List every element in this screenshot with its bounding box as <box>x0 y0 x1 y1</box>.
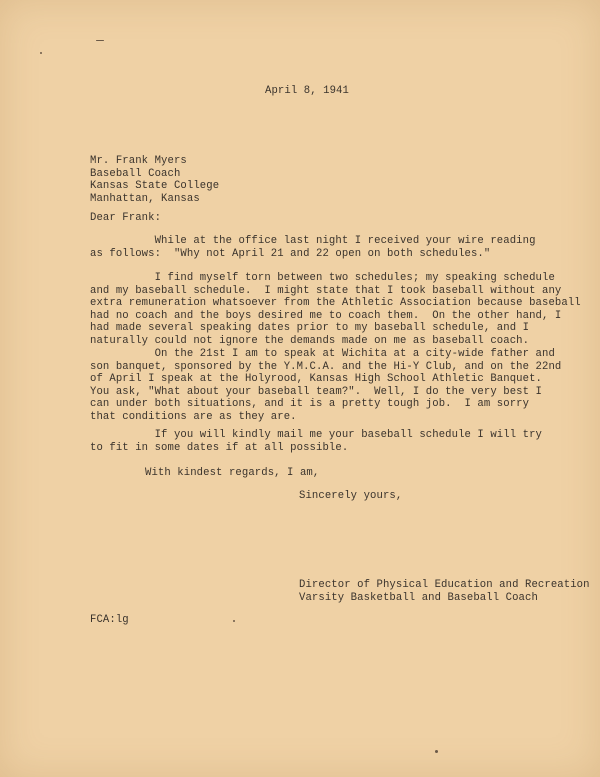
recipient-institution: Kansas State College <box>90 180 220 193</box>
paper-speck <box>40 52 42 54</box>
paragraph-line: While at the office last night I received your wire reading <box>90 235 536 247</box>
paper-speck <box>96 40 104 41</box>
paragraph-line: naturally could not ignore the demands made on me as baseball coach. <box>90 334 530 347</box>
paragraph-line: that conditions are as they are. <box>90 410 297 423</box>
paragraph-1 <box>90 235 536 260</box>
recipient-title: Baseball Coach <box>90 167 181 180</box>
paragraph-line: and my baseball schedule. I might state that I took baseball without any <box>90 284 562 297</box>
closing-line: With kindest regards, I am, <box>145 467 320 479</box>
typist-initials: FCA:lg <box>90 614 129 626</box>
paragraph-line: If you will kindly mail me your baseball schedule I will try <box>90 429 543 441</box>
recipient-city: Manhattan, Kansas <box>90 192 200 205</box>
signature-title-line: Varsity Basketball and Baseball Coach <box>299 591 538 604</box>
paragraph-line: had made several speaking dates prior to my baseball schedule, and I <box>90 322 530 335</box>
signature-title-line: Director of Physical Education and Recreation <box>299 579 590 591</box>
paragraph-line: as follows: "Why not April 21 and 22 open on both schedules." <box>90 247 491 260</box>
salutation: Dear Frank: <box>90 212 162 224</box>
recipient-address <box>90 155 219 205</box>
paragraph-line: extra remuneration whatsoever from the Athletic Association because baseball <box>90 297 581 310</box>
paragraph-4 <box>90 429 542 454</box>
paragraph-line: can under both situations, and it is a pretty tough job. I am sorry <box>90 398 530 411</box>
signature-titles <box>299 579 590 604</box>
paper-speck <box>435 750 438 753</box>
paragraph-line: of April I speak at the Holyrood, Kansas High School Athletic Banquet. <box>90 373 543 386</box>
letter-date: April 8, 1941 <box>265 85 349 97</box>
paper-speck <box>233 620 235 622</box>
paragraph-3 <box>90 348 561 424</box>
paragraph-line: You ask, "What about your baseball team?". Well, I do the very best I <box>90 385 543 398</box>
paragraph-line: had no coach and the boys desired me to coach them. On the other hand, I <box>90 309 562 322</box>
signoff: Sincerely yours, <box>299 490 403 502</box>
paragraph-line: I find myself torn between two schedules; my speaking schedule <box>90 272 555 284</box>
recipient-name: Mr. Frank Myers <box>90 155 187 167</box>
paragraph-line: to fit in some dates if at all possible. <box>90 441 349 454</box>
paragraph-line: On the 21st I am to speak at Wichita at a city-wide father and <box>90 348 555 360</box>
paragraph-2 <box>90 272 581 348</box>
paragraph-line: son banquet, sponsored by the Y.M.C.A. and the Hi-Y Club, and on the 22nd <box>90 360 562 373</box>
